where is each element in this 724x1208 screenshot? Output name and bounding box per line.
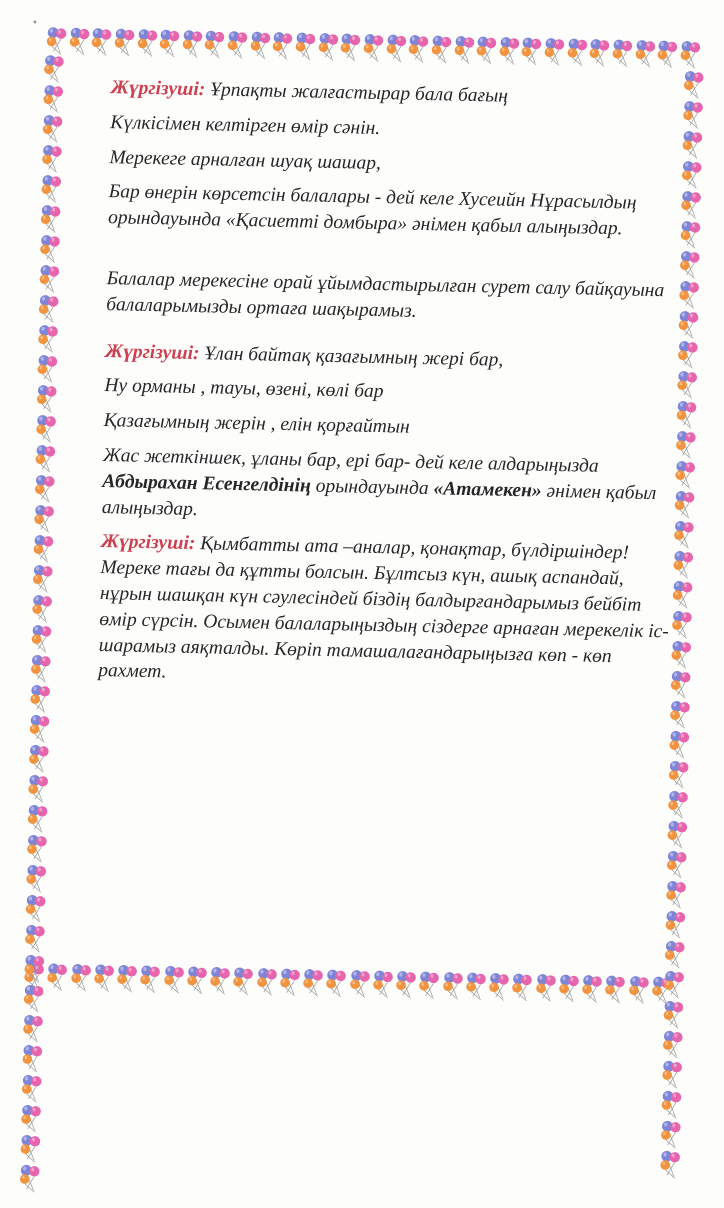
- balloon-cluster: [302, 968, 325, 998]
- balloon-cluster-icon: [249, 30, 272, 60]
- balloon-cluster: [204, 29, 227, 59]
- balloon-cluster: [25, 893, 52, 924]
- balloon-cluster: [634, 39, 657, 69]
- balloon-cluster: [612, 38, 635, 68]
- text-run: әнімен қабыл алыңыздар.: [101, 480, 657, 520]
- balloon-cluster: [36, 354, 63, 385]
- balloon-cluster-icon: [634, 39, 657, 69]
- balloon-cluster: [181, 29, 204, 59]
- balloon-cluster: [23, 983, 50, 1014]
- balloon-cluster: [295, 31, 318, 61]
- balloon-cluster: [604, 974, 627, 1004]
- balloon-cluster-icon: [29, 713, 52, 743]
- balloon-cluster: [25, 863, 52, 894]
- balloon-cluster-icon: [40, 204, 63, 234]
- balloon-cluster: [37, 324, 64, 355]
- balloon-cluster-icon: [40, 174, 63, 204]
- balloon-cluster: [24, 923, 51, 954]
- balloon-cluster-icon: [116, 963, 139, 993]
- balloon-cluster: [31, 594, 58, 625]
- balloon-cluster-icon: [39, 234, 62, 264]
- balloon-cluster: [232, 966, 255, 996]
- balloon-cluster: [139, 964, 162, 994]
- balloon-cluster: [442, 971, 465, 1001]
- balloon-cluster: [325, 968, 348, 998]
- balloon-cluster: [70, 962, 93, 992]
- balloon-cluster-icon: [628, 975, 651, 1005]
- balloon-cluster: [186, 965, 209, 995]
- balloon-cluster-icon: [418, 970, 441, 1000]
- balloon-cluster: [521, 36, 544, 66]
- balloon-cluster-icon: [163, 964, 186, 994]
- paragraph: [111, 75, 691, 113]
- balloon-border-top: [46, 26, 702, 70]
- balloon-cluster-icon: [186, 965, 209, 995]
- balloon-cluster-icon: [19, 1163, 42, 1193]
- balloon-cluster: [663, 969, 690, 1000]
- balloon-cluster-icon: [465, 971, 488, 1001]
- balloon-cluster-icon: [68, 26, 91, 56]
- balloon-cluster: [340, 32, 363, 62]
- paragraph: [102, 443, 684, 533]
- balloon-cluster-icon: [38, 294, 61, 324]
- balloon-cluster: [498, 36, 521, 66]
- text-run: Жас жеткіншек, ұланы бар, ері бар- дей келе алдарыңызда: [102, 445, 599, 477]
- balloon-cluster-icon: [70, 962, 93, 992]
- balloon-cluster: [29, 713, 56, 744]
- balloon-cluster-icon: [279, 967, 302, 997]
- balloon-cluster-icon: [232, 966, 255, 996]
- balloon-cluster-icon: [476, 35, 499, 65]
- balloon-cluster-icon: [42, 84, 65, 114]
- balloon-cluster: [272, 31, 295, 61]
- balloon-cluster: [116, 963, 139, 993]
- balloon-cluster: [33, 534, 60, 565]
- balloon-cluster: [667, 789, 694, 820]
- balloon-cluster-icon: [663, 999, 686, 1029]
- balloon-cluster-icon: [295, 31, 318, 61]
- balloon-cluster-icon: [19, 1133, 42, 1163]
- balloon-cluster: [661, 1089, 688, 1120]
- balloon-cluster-icon: [43, 54, 66, 84]
- balloon-cluster-icon: [20, 1103, 43, 1133]
- balloon-cluster-icon: [23, 983, 46, 1013]
- balloon-cluster: [136, 28, 159, 58]
- balloon-cluster-icon: [27, 773, 50, 803]
- balloon-cluster: [249, 30, 272, 60]
- balloon-cluster-icon: [35, 414, 58, 444]
- text-run: Қазағымның жерін , елін қорғайтын: [103, 410, 410, 438]
- balloon-cluster-icon: [340, 32, 363, 62]
- paragraph: [109, 145, 689, 183]
- balloon-cluster-icon: [209, 965, 232, 995]
- balloon-cluster: [41, 144, 68, 175]
- balloon-cluster: [662, 1029, 689, 1060]
- balloon-cluster-icon: [37, 324, 60, 354]
- balloon-cluster-icon: [363, 33, 386, 63]
- balloon-cluster-icon: [488, 972, 511, 1002]
- balloon-cluster: [46, 962, 69, 992]
- balloon-cluster: [581, 974, 604, 1004]
- balloon-cluster: [42, 114, 69, 145]
- balloon-cluster: [43, 54, 70, 85]
- balloon-cluster-icon: [93, 963, 116, 993]
- paragraph: [104, 373, 684, 411]
- paragraph: [105, 339, 685, 377]
- balloon-cluster: [679, 40, 702, 70]
- balloon-cluster-icon: [679, 40, 702, 70]
- balloon-cluster-icon: [227, 30, 250, 60]
- balloon-cluster-icon: [38, 264, 61, 294]
- balloon-cluster: [666, 849, 693, 880]
- balloon-cluster: [40, 204, 67, 235]
- balloon-cluster: [42, 84, 69, 115]
- balloon-cluster-icon: [114, 27, 137, 57]
- balloon-cluster-icon: [581, 974, 604, 1004]
- balloon-cluster: [35, 414, 62, 445]
- speaker-label: Жүргізуші:: [104, 340, 205, 364]
- balloon-cluster: [663, 999, 690, 1030]
- speaker-label: Жүргізуші:: [110, 77, 211, 101]
- balloon-cluster-icon: [23, 953, 46, 983]
- balloon-cluster-icon: [24, 923, 47, 953]
- balloon-cluster-icon: [589, 38, 612, 68]
- balloon-cluster-icon: [31, 624, 54, 654]
- balloon-cluster: [408, 34, 431, 64]
- text-run: Ұрпақты жалғастырар бала бағың: [209, 79, 509, 107]
- balloon-cluster-icon: [33, 534, 56, 564]
- balloon-cluster: [558, 973, 581, 1003]
- text-run: орындауында: [310, 475, 434, 500]
- balloon-cluster-icon: [535, 973, 558, 1003]
- balloon-cluster: [29, 683, 56, 714]
- balloon-cluster-icon: [325, 968, 348, 998]
- balloon-cluster-icon: [666, 849, 689, 879]
- balloon-cluster-icon: [661, 1059, 684, 1089]
- balloon-cluster-icon: [666, 819, 689, 849]
- balloon-cluster: [38, 264, 65, 295]
- balloon-cluster-icon: [657, 39, 680, 69]
- balloon-cluster-icon: [349, 969, 372, 999]
- balloon-cluster: [535, 973, 558, 1003]
- balloon-cluster-icon: [91, 27, 114, 57]
- balloon-cluster-icon: [662, 1029, 685, 1059]
- balloon-cluster: [668, 729, 695, 760]
- paragraph: [103, 408, 683, 446]
- balloon-cluster: [659, 1149, 686, 1180]
- balloon-border-left: [23, 54, 70, 1012]
- text-run: «Атамекен»: [433, 478, 542, 502]
- balloon-cluster-icon: [41, 144, 64, 174]
- balloon-cluster-icon: [668, 729, 691, 759]
- balloon-cluster: [32, 564, 59, 595]
- balloon-cluster-icon: [159, 28, 182, 58]
- balloon-cluster: [93, 963, 116, 993]
- balloon-cluster: [21, 1073, 48, 1104]
- balloon-cluster: [317, 32, 340, 62]
- balloon-cluster: [668, 759, 695, 790]
- balloon-cluster: [91, 27, 114, 57]
- balloon-cluster: [31, 624, 58, 655]
- balloon-cluster: [209, 965, 232, 995]
- balloon-cluster: [26, 833, 53, 864]
- text-run: Қымбатты ата –аналар, қонақтар, бүлдіршіндер! Мереке тағы да құтты болсын. Бұлтсыз күн, ашық аспандай, нұрын шашқан күн сәулесіндей біздің балдырғандарымыз бейбіт өмір сүрсін. Осымен балаларыңыздың сіздерге арнаған мерекелік іс- шарамыз аяқталды. Көріп тамашалағандарыңызға көп - көп рахмет.: [98, 533, 669, 683]
- balloon-cluster: [385, 33, 408, 63]
- balloon-cluster-icon: [612, 38, 635, 68]
- balloon-cluster: [665, 879, 692, 910]
- balloon-cluster: [46, 26, 69, 56]
- balloon-cluster: [372, 969, 395, 999]
- balloon-border-bottom: [23, 961, 673, 1005]
- balloon-cluster: [28, 743, 55, 774]
- balloon-cluster-icon: [46, 962, 69, 992]
- balloon-cluster-icon: [29, 683, 52, 713]
- balloon-cluster-icon: [665, 879, 688, 909]
- balloon-cluster-icon: [21, 1073, 44, 1103]
- balloon-cluster: [465, 971, 488, 1001]
- balloon-cluster: [23, 953, 50, 984]
- balloon-cluster: [19, 1163, 46, 1194]
- paragraph: [108, 179, 689, 243]
- text-run: Бар өнерін көрсетсін балалары - дей келе Хусеийн Нұрасылдың орындауында «Қасиетті домбыра» әнімен қабыл алыңыздар.: [107, 181, 637, 240]
- balloon-cluster-icon: [204, 29, 227, 59]
- balloon-cluster: [227, 30, 250, 60]
- balloon-cluster-icon: [22, 1013, 45, 1043]
- balloon-cluster-icon: [566, 37, 589, 67]
- balloon-cluster-icon: [408, 34, 431, 64]
- balloon-cluster-icon: [35, 444, 58, 474]
- balloon-cluster-icon: [664, 939, 687, 969]
- balloon-cluster-icon: [498, 36, 521, 66]
- balloon-cluster: [159, 28, 182, 58]
- balloon-cluster: [628, 975, 651, 1005]
- balloon-cluster: [34, 474, 61, 505]
- balloon-cluster-icon: [272, 31, 295, 61]
- balloon-cluster: [36, 384, 63, 415]
- balloon-cluster-icon: [395, 970, 418, 1000]
- balloon-cluster: [256, 967, 279, 997]
- balloon-cluster-icon: [32, 564, 55, 594]
- balloon-cluster-icon: [663, 969, 686, 999]
- balloon-cluster-icon: [558, 973, 581, 1003]
- balloon-cluster: [40, 174, 67, 205]
- document-text: [98, 75, 691, 706]
- balloon-cluster: [660, 1119, 687, 1150]
- balloon-cluster: [35, 444, 62, 475]
- text-run: Күлкісімен келтірген өмір сәнін.: [109, 111, 381, 139]
- text-run: Мерекеге арналған шуақ шашар,: [109, 146, 382, 174]
- balloon-cluster-icon: [139, 964, 162, 994]
- balloon-cluster: [666, 819, 693, 850]
- balloon-cluster: [430, 34, 453, 64]
- balloon-cluster: [657, 39, 680, 69]
- balloon-cluster: [38, 294, 65, 325]
- speaker-label: Жүргізуші:: [100, 531, 201, 555]
- balloon-cluster-icon: [21, 1043, 44, 1073]
- balloon-cluster: [665, 909, 692, 940]
- balloon-cluster: [22, 1013, 49, 1044]
- balloon-cluster-icon: [42, 114, 65, 144]
- balloon-cluster-icon: [27, 803, 50, 833]
- balloon-cluster-icon: [521, 36, 544, 66]
- balloon-cluster: [279, 967, 302, 997]
- balloon-cluster-icon: [668, 759, 691, 789]
- balloon-cluster: [476, 35, 499, 65]
- balloon-cluster-icon: [46, 26, 69, 56]
- balloon-cluster-icon: [256, 967, 279, 997]
- balloon-cluster-icon: [442, 971, 465, 1001]
- balloon-cluster: [27, 773, 54, 804]
- paragraph: [98, 529, 681, 696]
- balloon-cluster-icon: [36, 384, 59, 414]
- balloon-cluster-icon: [661, 1089, 684, 1119]
- balloon-cluster-icon: [511, 972, 534, 1002]
- balloon-cluster-icon: [659, 1149, 682, 1179]
- balloon-cluster: [664, 939, 691, 970]
- balloon-cluster: [33, 504, 60, 535]
- balloon-cluster: [453, 35, 476, 65]
- paragraph: [106, 266, 687, 330]
- balloon-cluster-icon: [136, 28, 159, 58]
- balloon-cluster: [30, 654, 57, 685]
- text-run: Балалар мерекесіне орай ұйымдастырылған сурет салу байқауына балаларымызды ортаға шақырамыз.: [106, 268, 665, 322]
- paragraph: [110, 110, 690, 148]
- text-run: Ұлан байтақ қазағымның жері бар,: [204, 342, 504, 371]
- balloon-cluster-icon: [385, 33, 408, 63]
- balloon-cluster: [661, 1059, 688, 1090]
- balloon-cluster-icon: [302, 968, 325, 998]
- balloon-cluster: [163, 964, 186, 994]
- text-run: Ну орманы , тауы, өзені, көлі бар: [104, 375, 384, 403]
- balloon-cluster-icon: [453, 35, 476, 65]
- scan-artifact-dot: [33, 20, 36, 23]
- balloon-cluster: [363, 33, 386, 63]
- balloon-cluster-icon: [33, 504, 56, 534]
- balloon-cluster-icon: [604, 974, 627, 1004]
- balloon-cluster: [19, 1133, 46, 1164]
- balloon-cluster-icon: [25, 893, 48, 923]
- balloon-cluster: [544, 37, 567, 67]
- balloon-cluster: [589, 38, 612, 68]
- balloon-cluster: [20, 1103, 47, 1134]
- balloon-cluster: [27, 803, 54, 834]
- balloon-cluster-icon: [181, 29, 204, 59]
- balloon-cluster: [349, 969, 372, 999]
- balloon-cluster-icon: [372, 969, 395, 999]
- balloon-cluster: [21, 1043, 48, 1074]
- balloon-cluster: [39, 234, 66, 265]
- balloon-cluster-icon: [430, 34, 453, 64]
- balloon-cluster-icon: [36, 354, 59, 384]
- balloon-cluster: [418, 970, 441, 1000]
- balloon-cluster: [566, 37, 589, 67]
- balloon-cluster-icon: [544, 37, 567, 67]
- balloon-cluster: [395, 970, 418, 1000]
- text-run: Абдырахан Есенгелдінің: [102, 470, 312, 497]
- balloon-cluster-icon: [34, 474, 57, 504]
- balloon-cluster-icon: [665, 909, 688, 939]
- balloon-cluster-icon: [28, 743, 51, 773]
- balloon-cluster: [488, 972, 511, 1002]
- balloon-cluster-icon: [317, 32, 340, 62]
- balloon-cluster: [68, 26, 91, 56]
- balloon-cluster-icon: [667, 789, 690, 819]
- balloon-cluster: [511, 972, 534, 1002]
- balloon-cluster: [114, 27, 137, 57]
- balloon-cluster-icon: [30, 654, 53, 684]
- balloon-cluster-icon: [25, 863, 48, 893]
- balloon-cluster-icon: [31, 594, 54, 624]
- balloon-cluster-icon: [660, 1119, 683, 1149]
- balloon-cluster-icon: [26, 833, 49, 863]
